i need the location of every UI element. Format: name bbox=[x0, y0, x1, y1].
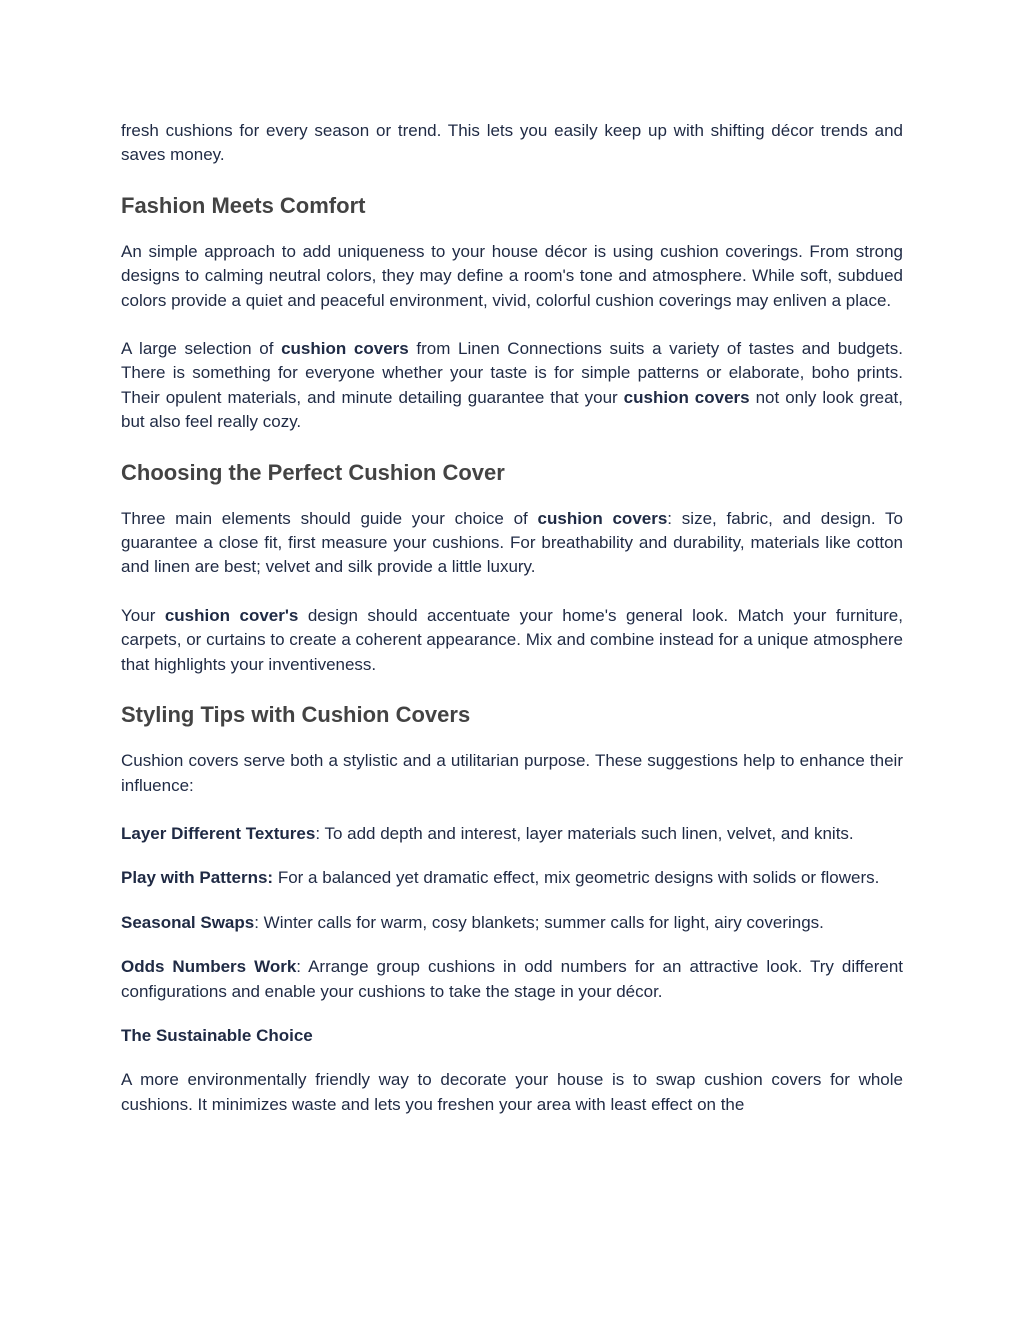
tip-text: For a balanced yet dramatic effect, mix geometric designs with solids or flowers. bbox=[273, 868, 880, 888]
tip-item bbox=[121, 822, 903, 846]
bold-keyword: cushion covers bbox=[623, 387, 750, 407]
tip-title: Play with Patterns: bbox=[121, 868, 274, 888]
paragraph-choosing-1 bbox=[121, 507, 903, 580]
tip-text: : Winter calls for warm, cosy blankets; summer calls for light, airy coverings. bbox=[254, 912, 824, 932]
paragraph-fashion-1: An simple approach to add uniqueness to your house décor is using cushion coverings. From strong designs to calming neutral colors, they may define a room's tone and atmosphere. While soft, subdued colors provide a quiet and peaceful environment, vivid, colorful cushion coverings may enliven a place. bbox=[121, 241, 903, 310]
bold-keyword: cushion cover's bbox=[164, 605, 299, 625]
bold-keyword: cushion covers bbox=[537, 508, 668, 528]
text-span: : size, fabric, and design. To guarantee a close fit, first measure your cushions. For breathability and durability, materials like cotton and linen are best; velvet and silk provide a little luxury. bbox=[121, 508, 903, 577]
text-span: from Linen Connections suits a variety of tastes and budgets. There is something for everyone whether your taste is for simple patterns or elaborate, boho prints. Their opulent materials, and minute detailing guarantee that your bbox=[121, 339, 903, 407]
heading-styling-tips: Styling Tips with Cushion Covers bbox=[121, 702, 471, 728]
tip-title: Seasonal Swaps bbox=[121, 912, 255, 932]
heading-fashion-meets-comfort: Fashion Meets Comfort bbox=[121, 192, 366, 218]
tip-title: Layer Different Textures bbox=[121, 823, 316, 843]
heading-choosing-cover: Choosing the Perfect Cushion Cover bbox=[121, 459, 505, 485]
tip-item bbox=[121, 955, 903, 1004]
text-span: not only look great, but also feel really cozy. bbox=[121, 387, 903, 432]
paragraph-choosing-2 bbox=[121, 604, 903, 677]
text-span: Three main elements should guide your choice of bbox=[121, 508, 538, 528]
intro-paragraph: fresh cushions for every season or trend. This lets you easily keep up with shifting décor trends and saves money. bbox=[121, 121, 903, 165]
tip-item bbox=[121, 911, 903, 935]
text-span: design should accentuate your home's general look. Match your furniture, carpets, or curtains to create a coherent appearance. Mix and combine instead for a unique atmosphere that highlights your inventiveness. bbox=[121, 605, 903, 674]
text-span: Your bbox=[121, 605, 165, 625]
tip-text: : To add depth and interest, layer materials such linen, velvet, and knits. bbox=[315, 823, 854, 843]
paragraph-sustainable-1: A more environmentally friendly way to decorate your house is to swap cushion covers for whole cushions. It minimizes waste and lets you freshen your area with least effect on the bbox=[121, 1070, 903, 1114]
tip-title: Odds Numbers Work bbox=[121, 957, 297, 977]
tip-text: : Arrange group cushions in odd numbers for an attractive look. Try different configurations and enable your cushions to take the stage in your décor. bbox=[121, 957, 903, 1001]
tip-item bbox=[121, 866, 903, 890]
heading-sustainable-choice: The Sustainable Choice bbox=[121, 1025, 313, 1045]
text-span: A large selection of bbox=[121, 339, 282, 359]
paragraph-styling-1: Cushion covers serve both a stylistic and a utilitarian purpose. These suggestions help to enhance their influence: bbox=[121, 751, 903, 795]
bold-keyword: cushion covers bbox=[281, 339, 409, 359]
paragraph-fashion-2 bbox=[121, 337, 903, 435]
